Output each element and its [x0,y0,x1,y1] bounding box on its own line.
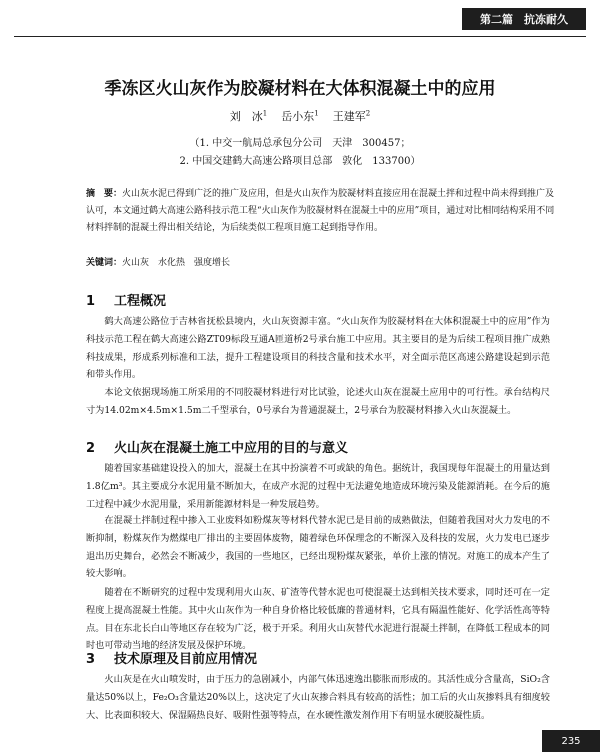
keywords-label: 关键词： [86,258,123,268]
section-number: 3 [86,652,96,667]
running-header [0,6,600,32]
author-mark: 1 [262,109,268,118]
paragraph: 随着在不断研究的过程中发现利用火山灰、矿渣等代替水泥也可使混凝土达到相关技术要求，同时还可在一定程度上提高混凝土性能。其中火山灰作为一种自身价格比较低廉的普通材料，它具有隔温性能好、化学活性高等特点。目在东北长白山等地区存在较为广泛，极于开采。利用火山灰替代水泥进行混凝土拌制，在降低工程成本的同时也可带动当地的经济发展及保护环境。 [86,587,550,652]
affiliation-2: 2. 中国交建鹤大高速公路项目总部 敦化 133700） [179,156,421,167]
section-heading [86,290,166,309]
author-list [0,108,600,124]
page-number: 235 [542,730,600,752]
paragraph: 本论文依据现场施工所采用的不同胶凝材料进行对比试验，论述火山灰在混凝土应用中的可行性。承台结构尺寸为14.02m×4.5m×1.5m二千型承台，0号承台为普通混凝土，2号承台为胶凝材料掺入火山灰混凝土。 [86,387,550,416]
paragraph: 随着国家基础建设投入的加大，混凝土在其中扮演着不可或缺的角色。据统计，我国现每年混凝土的用量达到1.8亿m³。其主要成分水泥用量不断加大，在成产水泥的过程中无法避免地造成环境污染及能源消耗。在今后的施工过程中减少水泥用量，采用新能源材料是一种发展趋势。 [86,463,550,510]
abstract-label: 摘 要： [86,189,123,199]
keywords [86,255,556,268]
section-title: 技术原理及目前应用情况 [114,652,258,667]
affiliation-1: （1. 中交一航局总承包分公司 天津 300457； [189,138,411,149]
author-name: 刘 冰 [229,110,263,123]
section-heading [86,648,257,667]
paragraph: 鹤大高速公路位于吉林省抚松县境内，火山灰资源丰富。“火山灰作为胶凝材料在大体积混凝土中的应用”作为科技示范工程在鹤大高速公路ZT09标段互通A匝道桥2号承台施工中应用。其主要目的是为后续工程项目推广成熟科技成果，形成系列标准和工法，提升工程建设项目的科技含量和技术水平，对全面示范区高速公路建设起到示范和带头作用。 [86,316,550,381]
abstract [86,186,556,237]
keywords-text: 火山灰 水化热 强度增长 [122,258,231,268]
running-header-title: 第二篇 抗冻耐久 [462,8,586,30]
author-name: 王建军 [332,110,366,123]
paper-title: 季冻区火山灰作为胶凝材料在大体积混凝土中的应用 [104,79,496,99]
author-name: 岳小东 [281,110,315,123]
paragraph: 火山灰是在火山喷发时，由于压力的急剧减小，内部气体迅速逸出膨胀而形成的。其活性成分含量高，SiO₂含量达50%以上，Fe₂O₃含量达20%以上，这决定了火山灰掺合料具有较高的活性；加工后的火山灰掺料具有细度较大、比表面积较大、保湿隔热良好、吸附性强等特点，在水硬性激发剂作用下有明显水硬胶凝性质。 [86,674,550,721]
author-mark: 2 [365,109,371,118]
section-title: 工程概况 [114,294,167,309]
section-number: 2 [86,441,96,456]
paragraph: 在混凝土拌制过程中掺入工业废料如粉煤灰等材料代替水泥已是目前的成熟做法，但随着我国对火力发电的不断抑制，粉煤灰作为燃煤电厂排出的主要固体废物，随着绿色环保理念的不断深入及科技的发展，火力发电已逐步退出历史舞台，必然会不断减少，我国的一些地区，已经出现粉煤灰紧张，单价上涨的情况。对施工的成本产生了较大影响。 [86,515,550,580]
header-rule [14,36,586,37]
abstract-text: 火山灰水泥已得到广泛的推广及应用，但是火山灰作为胶凝材料直接应用在混凝土拌和过程中尚未得到推广及认可，本文通过鹤大高速公路科技示范工程“火山灰作为胶凝材料在混凝土中的应用”项目，通过对比相同结构采用不同材料拌制的混凝土得出相关结论，为后续类似工程项目施工起到指导作用。 [86,189,555,233]
section-title: 火山灰在混凝土施工中应用的目的与意义 [114,441,349,456]
section-number: 1 [86,294,96,309]
section-heading [86,437,348,456]
author-mark: 1 [314,109,319,118]
